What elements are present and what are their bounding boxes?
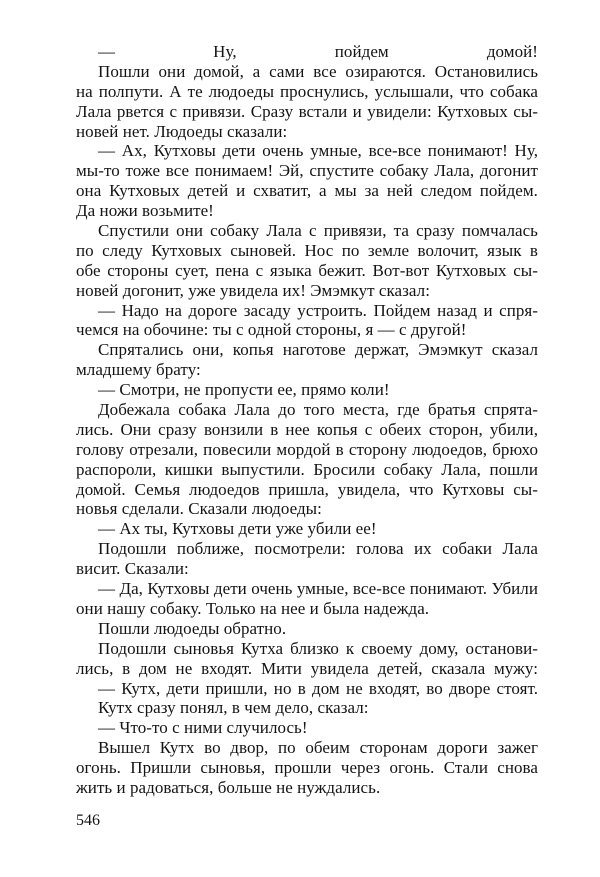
- text-line: новья сделали. Сказали людоеды:: [76, 499, 322, 519]
- text-line: Подошли сыновья Кутха близко к своему дому, останови-: [98, 638, 538, 658]
- text-line-dialogue: — Что-то с ними случилось!: [98, 718, 308, 738]
- text-line: они нашу собаку. Только на нее и была надежда.: [76, 598, 430, 618]
- text-line-dialogue: — Смотри, не пропусти ее, прямо коли!: [98, 380, 390, 400]
- text-line: лись. Они сразу вонзили в нее копья с обеих сторон, убили,: [76, 419, 538, 439]
- text-line: Добежала собака Лала до того места, где братья спрята-: [98, 400, 538, 420]
- text-line: Спрятались они, копья наготове держат, Эмэмкут сказал: [98, 340, 538, 360]
- text-line: огонь. Пришли сыновья, прошли через огонь. Стали снова: [76, 758, 538, 778]
- text-line-dialogue: — Надо на дороге засаду устроить. Пойдем назад и спря-: [98, 300, 538, 320]
- text-line: лись, в дом не входят. Мити увидела детей, сказала мужу:: [76, 658, 538, 678]
- text-line: Пошли они домой, а сами все озираются. Остановились: [98, 61, 538, 81]
- text-line: висит. Сказали:: [76, 559, 189, 579]
- text-line: Да ножи возьмите!: [76, 201, 214, 221]
- text-line: мы-то тоже все понимаем! Эй, спустите собаку Лала, догонит: [76, 161, 538, 181]
- text-line: младшему брату:: [76, 360, 201, 380]
- text-line-dialogue: — Ах, Кутховы дети очень умные, все-все понимают! Ну,: [98, 141, 538, 161]
- text-line-dialogue: — Ну, пойдем домой!: [98, 42, 538, 61]
- text-line: домой. Семья людоедов пришла, увидела, что Кутховы сы-: [76, 479, 538, 499]
- text-line: Пошли людоеды обратно.: [98, 618, 287, 638]
- text-line: по следу Кутховых сыновей. Нос по земле волочит, язык в: [76, 240, 538, 260]
- text-line: новей догонит, уже увидела их! Эмэмкут сказал:: [76, 280, 430, 300]
- text-line: голову отрезали, повесили мордой в сторону людоедов, брюхо: [76, 439, 538, 459]
- text-line: Лала рвется с привязи. Сразу встали и увидели: Кутховых сы-: [76, 101, 538, 121]
- text-line-dialogue: — Ах ты, Кутховы дети уже убили ее!: [98, 519, 377, 539]
- text-line: чемся на обочине: ты с одной стороны, я — с другой!: [76, 320, 467, 340]
- text-line: новей нет. Людоеды сказали:: [76, 121, 288, 141]
- text-line: обе стороны сует, пена с языка бежит. Вот-вот Кутховых сы-: [76, 260, 538, 280]
- page-number: 546: [76, 812, 100, 829]
- text-line-dialogue: — Да, Кутховы дети очень умные, все-все понимают. Убили: [98, 579, 538, 599]
- text-line: Вышел Кутх во двор, по обеим сторонам дороги зажег: [98, 738, 538, 758]
- text-line: распороли, кишки выпустили. Бросили собаку Лала, пошли: [76, 459, 538, 479]
- text-line: на полпути. А те людоеды проснулись, услышали, что собака: [76, 81, 538, 101]
- text-line: Кутх сразу понял, в чем дело, сказал:: [98, 698, 369, 718]
- text-line: Подошли поближе, посмотрели: голова их собаки Лала: [98, 539, 538, 559]
- text-line: жить и радоваться, больше не нуждались.: [76, 777, 381, 797]
- text-column: [76, 42, 538, 797]
- text-line: она Кутховых детей и схватит, а мы за ней следом пойдем.: [76, 181, 538, 201]
- text-line-dialogue: — Кутх, дети пришли, но в дом не входят, во дворе стоят.: [98, 678, 538, 698]
- text-line: Спустили они собаку Лала с привязи, та сразу помчалась: [98, 221, 538, 241]
